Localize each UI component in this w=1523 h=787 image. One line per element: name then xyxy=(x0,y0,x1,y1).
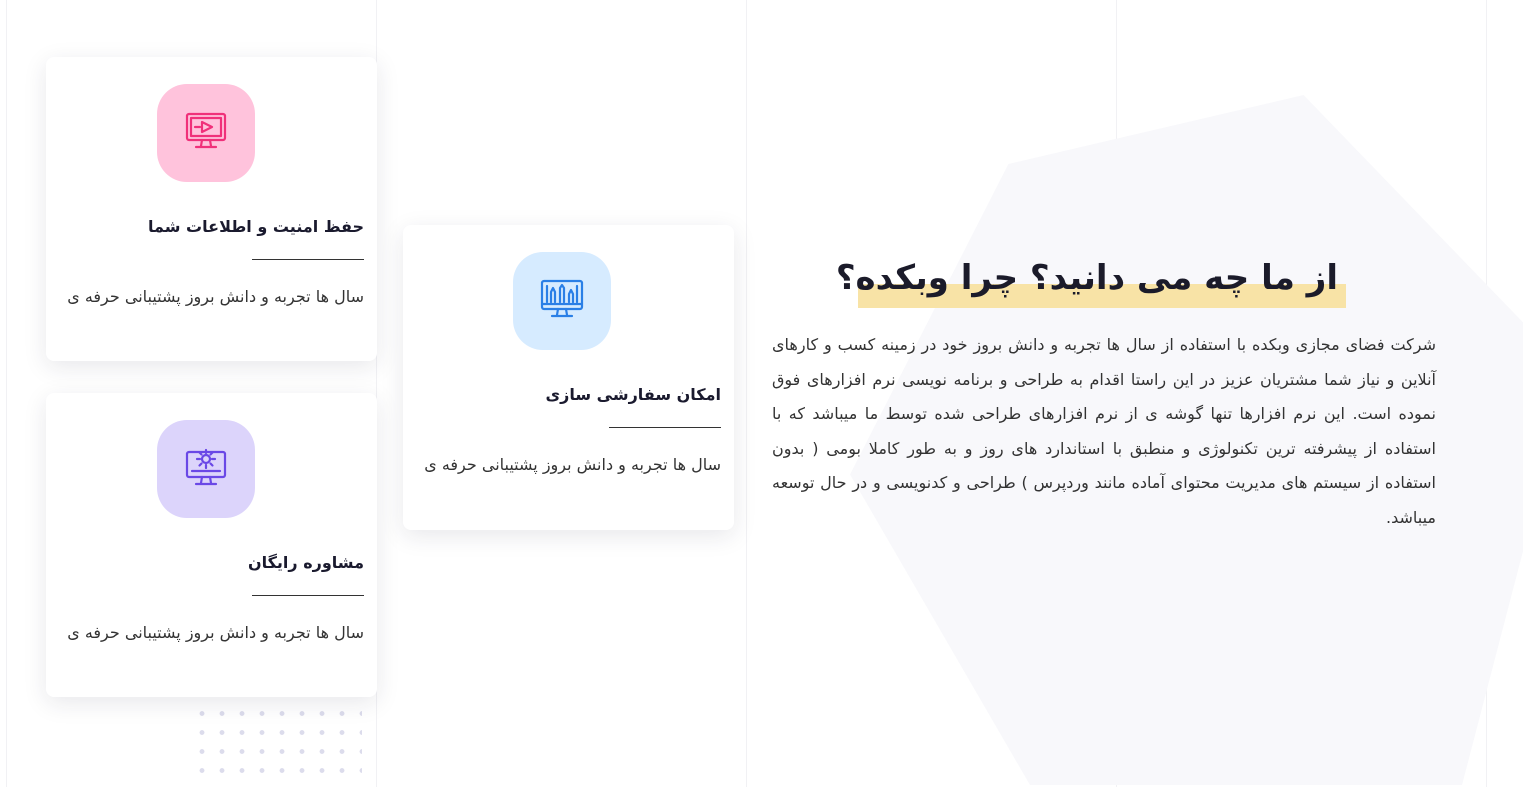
monitor-play-icon xyxy=(183,108,229,158)
feature-card-security xyxy=(46,57,377,361)
dot-pattern-decoration xyxy=(192,704,362,774)
monitor-gear-icon xyxy=(183,444,229,494)
grid-line xyxy=(6,0,7,787)
feature-icon-box xyxy=(157,84,255,182)
feature-card-customization xyxy=(403,225,734,530)
about-paragraph: شرکت فضای مجازی وبکده با استفاده از سال ها تجربه و دانش بروز خود در زمینه کسب و کارهای آنلاین و نیاز شما مشتریان عزیز در این راستا اقدام به طراحی و برنامه نویسی نرم افزارهای فوق نموده است. این نرم افزارها تنها گوشه ی از نرم افزارهای طراحی شده توسط ما میباشد که با استفاده از پیشرفته ترین تکنولوژی و منطبق با استاندارد های روز و به طور کاملا بومی ( بدون استفاده از سیستم های مدیریت محتوای آماده مانند وردپرس ) طراحی و کدنویسی و در حال توسعه میباشد. xyxy=(772,335,1436,527)
feature-description: سال ها تجربه و دانش بروز پشتیبانی حرفه ی xyxy=(67,287,364,306)
title-divider xyxy=(252,595,364,596)
feature-title: حفظ امنیت و اطلاعات شما xyxy=(148,217,364,236)
feature-title: امکان سفارشی سازی xyxy=(545,385,721,404)
section-heading-wrapper xyxy=(835,250,1346,310)
monitor-chart-icon xyxy=(539,276,585,326)
grid-line xyxy=(746,0,747,787)
section-heading: از ما چه می دانید؟ چرا وبکده؟ xyxy=(835,258,1338,298)
title-divider xyxy=(252,259,364,260)
feature-icon-box xyxy=(513,252,611,350)
feature-description: سال ها تجربه و دانش بروز پشتیبانی حرفه ی xyxy=(424,455,721,474)
title-divider xyxy=(609,427,721,428)
feature-icon-box xyxy=(157,420,255,518)
feature-card-consultation xyxy=(46,393,377,697)
feature-description: سال ها تجربه و دانش بروز پشتیبانی حرفه ی xyxy=(67,623,364,642)
feature-title: مشاوره رایگان xyxy=(247,553,364,572)
